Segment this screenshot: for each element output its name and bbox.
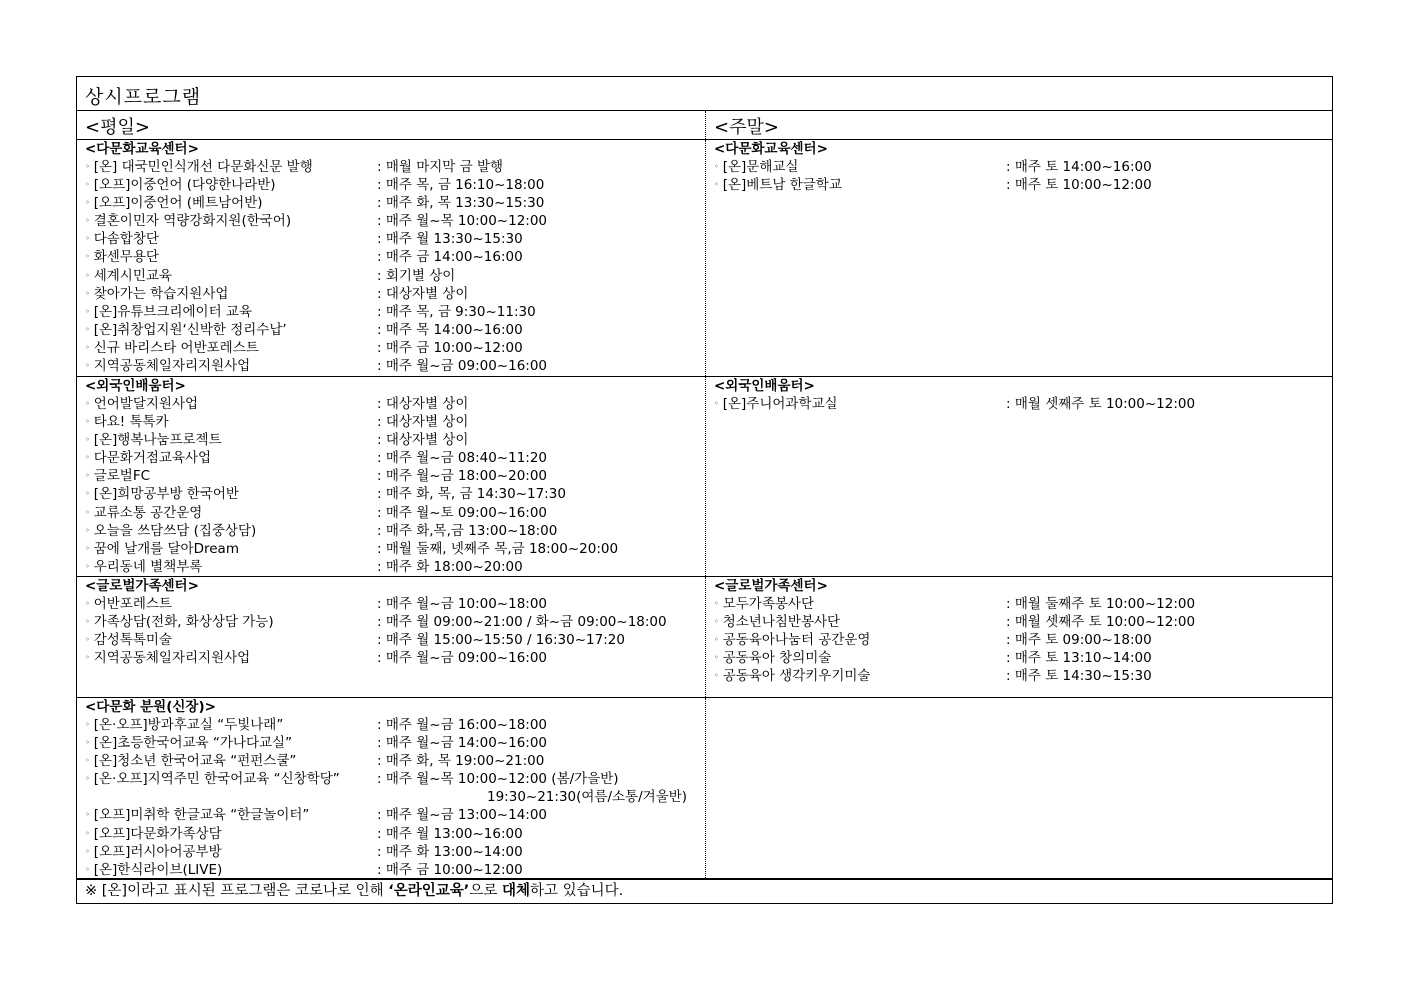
section-row <box>77 577 1332 698</box>
item-name-text: 우리동네 별책부록 <box>93 558 203 575</box>
list-item <box>85 788 705 806</box>
list-item <box>85 467 705 485</box>
bullet-icon: ◦ <box>714 180 719 190</box>
item-name <box>85 158 377 176</box>
item-schedule: : 매주 토 10:00~12:00 <box>1006 177 1152 194</box>
item-name <box>85 649 377 667</box>
list-item <box>85 770 705 788</box>
program-table <box>76 76 1333 904</box>
bullet-icon: ◦ <box>714 617 719 627</box>
bullet-icon: ◦ <box>85 756 90 766</box>
list-item <box>85 734 705 752</box>
item-name-text: 결혼이민자 역량강화지원(한국어) <box>93 213 292 230</box>
item-name-text: 공동육아 창의미술 <box>722 650 832 667</box>
list-item <box>85 649 705 667</box>
item-name <box>85 303 377 321</box>
bullet-icon: ◦ <box>714 635 719 645</box>
list-item <box>85 413 705 431</box>
item-name-text: [온]베트남 한글학교 <box>722 177 842 194</box>
item-name-text: [온]취창업지원‘신박한 정리수납’ <box>93 321 287 338</box>
item-schedule: : 대상자별 상이 <box>377 432 469 449</box>
section-title: <글로벌가족센터> <box>85 578 199 594</box>
weekend-header: <주말> <box>714 117 779 138</box>
item-name-text: 지역공동체일자리지원사업 <box>93 650 251 667</box>
bullet-icon: ◦ <box>85 234 90 244</box>
list-item <box>85 395 705 413</box>
item-name <box>85 413 377 431</box>
bullet-icon: ◦ <box>85 561 90 571</box>
item-name-text: 찾아가는 학습지원사업 <box>93 285 229 302</box>
item-schedule: : 매주 화 18:00~20:00 <box>377 558 523 575</box>
item-schedule: : 매주 금 10:00~12:00 <box>377 861 523 878</box>
item-name-text: 다솜합창단 <box>93 231 159 248</box>
item-schedule: : 매주 목, 금 9:30~11:30 <box>377 303 536 320</box>
item-name <box>85 321 377 339</box>
list-item <box>85 357 705 375</box>
item-schedule: : 대상자별 상이 <box>377 285 469 302</box>
weekday-header: <평일> <box>77 111 706 139</box>
weekend-section <box>706 698 1332 878</box>
list-item <box>85 485 705 503</box>
item-schedule: : 대상자별 상이 <box>377 396 469 412</box>
item-name-text: 꿈에 날개를 달아Dream <box>93 540 239 557</box>
item-schedule: : 회기별 상이 <box>377 267 456 284</box>
item-name <box>85 631 377 649</box>
footer-middle: 으로 <box>469 883 502 899</box>
item-schedule: : 매주 월~목 10:00~12:00 <box>377 213 548 230</box>
footer-suffix: 하고 있습니다. <box>529 883 624 899</box>
item-schedule: : 매주 화, 목 19:00~21:00 <box>377 753 545 770</box>
section-title: <외국인배움터> <box>85 378 186 394</box>
item-schedule: : 매주 화 13:00~14:00 <box>377 843 523 860</box>
list-item <box>85 303 705 321</box>
item-schedule: : 대상자별 상이 <box>377 414 469 431</box>
list-item <box>714 158 1332 176</box>
item-name <box>85 230 377 248</box>
item-name <box>85 716 377 734</box>
item-name <box>85 212 377 230</box>
bullet-icon: ◦ <box>714 162 719 171</box>
list-item <box>85 716 705 734</box>
bullet-icon: ◦ <box>85 846 90 856</box>
item-name-text: [오프]미취학 한글교육 “한글놀이터” <box>93 807 310 824</box>
item-name <box>85 194 377 212</box>
item-name <box>85 504 377 522</box>
bullet-icon: ◦ <box>85 417 90 427</box>
bullet-icon: ◦ <box>85 306 90 316</box>
bullet-icon: ◦ <box>85 288 90 298</box>
item-name <box>85 806 377 824</box>
item-schedule: : 매주 목, 금 16:10~18:00 <box>377 177 545 194</box>
bullet-icon: ◦ <box>85 738 90 748</box>
item-schedule: : 매주 화,목,금 13:00~18:00 <box>377 522 558 539</box>
item-name-text: [온]주니어과학교실 <box>722 396 838 413</box>
item-schedule: : 매주 월 15:00~15:50 / 16:30~17:20 <box>377 632 625 649</box>
list-item <box>85 504 705 522</box>
item-name <box>85 449 377 467</box>
item-name <box>85 339 377 357</box>
item-name-text: 다문화거점교육사업 <box>93 450 212 467</box>
item-schedule: : 매월 둘째주 토 10:00~12:00 <box>1006 596 1196 612</box>
item-name-text: [온·오프]지역주민 한국어교육 “신창학당” <box>93 771 340 788</box>
list-item <box>714 595 1332 613</box>
item-name <box>85 357 377 375</box>
item-name-text: 감성톡톡미술 <box>93 632 172 649</box>
bullet-icon: ◦ <box>85 525 90 535</box>
item-schedule: : 매주 월 09:00~21:00 / 화~금 09:00~18:00 <box>377 614 667 631</box>
section-title: <다문화교육센터> <box>85 141 199 157</box>
list-item <box>85 825 705 843</box>
section-title: <다문화 분원(신장)> <box>85 699 216 715</box>
item-name-text: 가족상담(전화, 화상상담 가능) <box>93 614 274 631</box>
weekday-section <box>77 377 706 576</box>
item-schedule: : 매주 화, 목, 금 14:30~17:30 <box>377 486 566 503</box>
section-row <box>77 140 1332 377</box>
item-name <box>85 467 377 485</box>
bullet-icon: ◦ <box>85 774 90 784</box>
weekend-section <box>706 577 1332 697</box>
item-name-text: 청소년나침반봉사단 <box>722 614 841 631</box>
item-name-text: [오프]러시아어공부방 <box>93 843 222 860</box>
bullet-icon: ◦ <box>85 828 90 838</box>
header-row <box>77 111 1332 140</box>
item-name-text: [온]행복나눔프로젝트 <box>93 432 222 449</box>
item-schedule: : 매주 월~금 16:00~18:00 <box>377 717 548 733</box>
weekday-section <box>77 140 706 376</box>
bullet-icon: ◦ <box>714 671 719 681</box>
bullet-icon: ◦ <box>85 864 90 874</box>
item-name <box>85 540 377 558</box>
bullet-icon: ◦ <box>85 507 90 517</box>
item-name <box>714 158 1006 176</box>
list-item <box>85 176 705 194</box>
list-item <box>85 843 705 861</box>
list-item <box>85 339 705 357</box>
list-item <box>85 194 705 212</box>
section-row <box>77 698 1332 879</box>
list-item <box>714 631 1332 649</box>
bullet-icon: ◦ <box>85 543 90 553</box>
item-schedule: : 매주 월~목 10:00~12:00 (봄/가을반) <box>377 771 619 788</box>
bullet-icon: ◦ <box>85 252 90 262</box>
item-schedule: : 매주 월 13:30~15:30 <box>377 231 523 248</box>
item-name <box>714 667 1006 685</box>
bullet-icon: ◦ <box>85 435 90 445</box>
item-schedule: : 매주 월~금 13:00~14:00 <box>377 807 548 824</box>
item-name <box>85 248 377 266</box>
item-name <box>714 395 1006 413</box>
item-name <box>85 843 377 861</box>
bullet-icon: ◦ <box>85 599 90 608</box>
item-name-text: 글로벌FC <box>93 468 151 485</box>
item-name <box>85 770 377 788</box>
list-item <box>714 176 1332 194</box>
item-name-text: [온]초등한국어교육 “가나다교실” <box>93 735 293 752</box>
item-name-text: [온]청소년 한국어교육 “펀펀스쿨” <box>93 753 297 770</box>
item-name-text: 세계시민교육 <box>93 267 172 284</box>
item-name <box>85 613 377 631</box>
item-schedule: : 매주 월~금 14:00~16:00 <box>377 735 548 752</box>
item-schedule: : 매주 월 13:00~16:00 <box>377 825 523 842</box>
bullet-icon: ◦ <box>714 653 719 663</box>
item-schedule: : 매주 월~금 09:00~16:00 <box>377 358 548 375</box>
bullet-icon: ◦ <box>85 162 90 171</box>
table-title: 상시프로그램 <box>77 77 1332 111</box>
footer-bold-online: ‘온라인교육’ <box>388 883 470 899</box>
list-item <box>85 631 705 649</box>
item-name <box>85 558 377 576</box>
list-item <box>85 558 705 576</box>
weekday-section <box>77 698 706 878</box>
item-schedule: : 매주 토 14:30~15:30 <box>1006 668 1152 685</box>
section-title: <외국인배움터> <box>714 378 815 394</box>
list-item <box>85 158 705 176</box>
item-name <box>85 861 377 879</box>
item-name <box>714 649 1006 667</box>
bullet-icon: ◦ <box>85 399 90 408</box>
section-title: <다문화교육센터> <box>714 141 828 157</box>
bullet-icon: ◦ <box>85 361 90 371</box>
bullet-icon: ◦ <box>85 720 90 729</box>
item-schedule: : 매주 월~금 08:40~11:20 <box>377 450 548 467</box>
item-name-text: 언어발달지원사업 <box>93 396 199 413</box>
bullet-icon: ◦ <box>85 216 90 226</box>
bullet-icon: ◦ <box>85 324 90 334</box>
item-schedule: : 매월 셋째주 토 10:00~12:00 <box>1006 396 1196 412</box>
item-name <box>85 431 377 449</box>
bullet-icon: ◦ <box>85 471 90 481</box>
list-item <box>85 522 705 540</box>
bullet-icon: ◦ <box>85 617 90 627</box>
item-name <box>85 734 377 752</box>
item-name-text: 모두가족봉사단 <box>722 596 815 613</box>
list-item <box>714 613 1332 631</box>
item-name-text: 교류소통 공간운영 <box>93 504 203 521</box>
item-name <box>714 631 1006 649</box>
item-name-text: [오프]이중언어 (베트남어반) <box>93 195 263 212</box>
item-time-continuation: 19:30~21:30(여름/소통/겨울반) <box>487 789 688 806</box>
item-name <box>85 267 377 285</box>
list-item <box>85 613 705 631</box>
item-schedule: : 매주 월~금 09:00~16:00 <box>377 650 548 667</box>
list-item <box>85 861 705 879</box>
bullet-icon: ◦ <box>85 653 90 663</box>
bullet-icon: ◦ <box>85 198 90 208</box>
bullet-icon: ◦ <box>85 342 90 352</box>
list-item <box>85 321 705 339</box>
item-name-text: 지역공동체일자리지원사업 <box>93 358 251 375</box>
bullet-icon: ◦ <box>85 810 90 820</box>
item-schedule: : 매주 월~금 18:00~20:00 <box>377 468 548 485</box>
item-schedule: : 매주 토 13:10~14:00 <box>1006 650 1152 667</box>
item-name <box>85 752 377 770</box>
item-name-text: 어반포레스트 <box>93 596 172 613</box>
item-name <box>85 522 377 540</box>
item-schedule: : 매주 토 14:00~16:00 <box>1006 159 1152 175</box>
item-name-text: [온] 대국민인식개선 다문화신문 발행 <box>93 159 313 176</box>
item-name <box>714 613 1006 631</box>
list-item <box>85 431 705 449</box>
list-item <box>714 395 1332 413</box>
item-name-text: [온]한식라이브(LIVE) <box>93 861 223 878</box>
item-name-text: [온]유튜브크리에이터 교육 <box>93 303 252 320</box>
item-name-text: [오프]다문화가족상담 <box>93 825 222 842</box>
list-item <box>85 230 705 248</box>
bullet-icon: ◦ <box>85 270 90 280</box>
item-name-text: 공동육아 생각키우기미술 <box>722 668 871 685</box>
footer-note <box>77 879 1332 903</box>
item-schedule: : 매주 월~금 10:00~18:00 <box>377 596 548 612</box>
bullet-icon: ◦ <box>714 399 719 408</box>
list-item <box>85 540 705 558</box>
item-schedule: : 매주 화, 목 13:30~15:30 <box>377 195 545 212</box>
section-title: <글로벌가족센터> <box>714 578 828 594</box>
item-name-text: 공동육아나눔터 공간운영 <box>722 632 871 649</box>
item-schedule: : 매주 월~토 09:00~16:00 <box>377 504 548 521</box>
item-schedule: : 매월 셋째주 토 10:00~12:00 <box>1006 614 1196 631</box>
item-name <box>85 176 377 194</box>
item-name-text: 신규 바리스타 어반포레스트 <box>93 339 259 356</box>
item-name <box>85 485 377 503</box>
item-name-text: [온]희망공부방 한국어반 <box>93 486 239 503</box>
list-item <box>714 667 1332 685</box>
item-name-text: [온·오프]방과후교실 “두빛나래” <box>93 717 284 734</box>
item-name-text: 화센무용단 <box>93 249 159 266</box>
list-item <box>85 449 705 467</box>
bullet-icon: ◦ <box>85 635 90 645</box>
item-name-text: 오늘을 쓰담쓰담 (집중상담) <box>93 522 257 539</box>
bullet-icon: ◦ <box>85 180 90 190</box>
item-name-text: [온]문해교실 <box>722 159 799 176</box>
list-item <box>85 212 705 230</box>
list-item <box>85 595 705 613</box>
item-name <box>85 285 377 303</box>
item-schedule: : 매월 둘째, 넷째주 목,금 18:00~20:00 <box>377 540 619 557</box>
bullet-icon: ◦ <box>85 453 90 463</box>
item-name <box>714 176 1006 194</box>
item-schedule: : 매주 금 10:00~12:00 <box>377 339 523 356</box>
list-item <box>714 649 1332 667</box>
item-name <box>85 395 377 413</box>
item-name <box>85 595 377 613</box>
item-schedule: : 매월 마지막 금 발행 <box>377 159 504 175</box>
item-name-text: [오프]이중언어 (다양한나라반) <box>93 177 276 194</box>
item-schedule: : 매주 토 09:00~18:00 <box>1006 632 1152 649</box>
section-row <box>77 377 1332 577</box>
item-name-text: 타요! 톡톡카 <box>93 414 169 431</box>
list-item <box>85 248 705 266</box>
list-item <box>85 752 705 770</box>
item-name <box>714 595 1006 613</box>
weekday-section <box>77 577 706 697</box>
weekend-section <box>706 377 1332 576</box>
item-name <box>85 825 377 843</box>
footer-prefix: ※ [온]이라고 표시된 프로그램은 코로나로 인해 <box>85 883 389 899</box>
list-item <box>85 285 705 303</box>
footer-bold-replace: 대체 <box>501 883 530 899</box>
list-item <box>85 267 705 285</box>
item-schedule: : 매주 금 14:00~16:00 <box>377 249 523 266</box>
list-item <box>85 806 705 824</box>
weekend-section <box>706 140 1332 376</box>
bullet-icon: ◦ <box>714 599 719 608</box>
item-schedule: : 매주 목 14:00~16:00 <box>377 321 523 338</box>
bullet-icon: ◦ <box>85 489 90 499</box>
